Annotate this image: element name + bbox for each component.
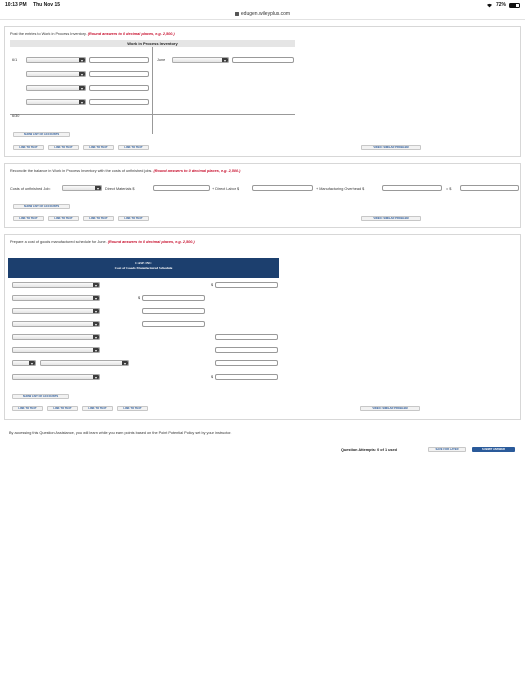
- debit-amount-input-4[interactable]: [89, 99, 149, 105]
- manufacturing-overhead-label: + Manufacturing Overhead $: [316, 187, 365, 191]
- link-to-text-3[interactable]: LINK TO TEXT: [83, 145, 114, 150]
- date-6-1: 6/1: [12, 58, 18, 62]
- link-to-text-4[interactable]: LINK TO TEXT: [117, 406, 148, 411]
- question-assistance-note: By accessing this Question Assistance, you will learn while you earn points based on the Point Potential Policy set by your instructor.: [9, 431, 232, 435]
- unfinished-job-select[interactable]: [62, 185, 102, 191]
- video-similar-problem-button[interactable]: VIDEO: SIMILAR PROBLEM: [361, 145, 421, 150]
- cogm-amount-col1-4[interactable]: [142, 321, 205, 327]
- debit-account-select-3[interactable]: [26, 85, 86, 91]
- cogm-amount-col2-5[interactable]: [215, 334, 278, 340]
- schedule-title: Cost of Goods Manufactured Schedule: [114, 265, 173, 270]
- chevron-down-icon: [29, 361, 35, 365]
- video-similar-problem-button[interactable]: VIDEO: SIMILAR PROBLEM: [361, 216, 421, 221]
- battery-percent: 72%: [495, 2, 506, 8]
- direct-materials-label: Direct Materials $: [105, 187, 135, 191]
- date-6-30: 6/30: [12, 114, 20, 118]
- instruction-post-entries: Post the entries to Work in Process Inventory. (Round answers to 0 decimal places, e.g. 2,500.): [10, 32, 175, 36]
- status-date: Thu Nov 15: [33, 2, 61, 8]
- chevron-down-icon: [95, 186, 101, 190]
- chevron-down-icon: [79, 100, 85, 104]
- cogm-amount-col1-2[interactable]: [142, 295, 205, 301]
- chevron-down-icon: [93, 335, 99, 339]
- direct-materials-input[interactable]: [153, 185, 210, 191]
- save-for-later-button[interactable]: SAVE FOR LATER: [428, 447, 466, 452]
- debit-account-select-1[interactable]: [26, 57, 86, 63]
- section-post-entries: [4, 26, 521, 157]
- chevron-down-icon: [122, 361, 128, 365]
- chevron-down-icon: [79, 86, 85, 90]
- debit-amount-input-1[interactable]: [89, 57, 149, 63]
- lock-icon: [235, 12, 239, 16]
- cogm-line-select-4[interactable]: [12, 321, 100, 327]
- debit-account-select-2[interactable]: [26, 71, 86, 77]
- chevron-down-icon: [79, 72, 85, 76]
- link-to-text-1[interactable]: LINK TO TEXT: [13, 145, 44, 150]
- company-name: CASE INC: [135, 261, 152, 265]
- dollar-sign: $: [138, 296, 141, 300]
- instruction-reconcile: Reconcile the balance in Work in Process Inventory with the costs of unfinished jobs. (Round answers to 0 decimal places, e.g. 2,500.): [10, 169, 241, 173]
- debit-amount-input-3[interactable]: [89, 85, 149, 91]
- chevron-down-icon: [93, 296, 99, 300]
- date-june: June: [157, 58, 166, 62]
- link-to-text-4[interactable]: LINK TO TEXT: [118, 145, 149, 150]
- url-text: edugen.wileyplus.com: [240, 11, 291, 17]
- submit-answer-button[interactable]: SUBMIT ANSWER: [472, 447, 515, 452]
- link-to-text-1[interactable]: LINK TO TEXT: [12, 406, 43, 411]
- show-accounts-button[interactable]: SHOW LIST OF ACCOUNTS: [12, 394, 69, 399]
- cogm-line-select-7[interactable]: [40, 360, 129, 366]
- chevron-down-icon: [93, 322, 99, 326]
- cogm-line-select-6[interactable]: [12, 347, 100, 353]
- schedule-header: [8, 258, 279, 278]
- link-to-text-3[interactable]: LINK TO TEXT: [82, 406, 113, 411]
- link-to-text-4[interactable]: LINK TO TEXT: [118, 216, 149, 221]
- wifi-icon: [486, 3, 493, 8]
- cogm-line-select-3[interactable]: [12, 308, 100, 314]
- video-similar-problem-button[interactable]: VIDEO: SIMILAR PROBLEM: [360, 406, 420, 411]
- instruction-cogm: Prepare a cost of goods manufactured schedule for June. (Round answers to 0 decimal places, e.g. 2,500.): [10, 240, 195, 244]
- section-reconcile: [4, 163, 521, 228]
- t-account-divider: [152, 47, 153, 134]
- costs-unfinished-label: Costs of unfinished Job:: [10, 187, 51, 191]
- t-account-title: Work in Process Inventory: [10, 40, 295, 47]
- direct-labor-label: + Direct Labor $: [212, 187, 240, 191]
- equals-label: = $: [446, 187, 452, 191]
- link-to-text-1[interactable]: LINK TO TEXT: [13, 216, 44, 221]
- manufacturing-overhead-input[interactable]: [382, 185, 442, 191]
- dollar-sign: $: [211, 283, 214, 287]
- chevron-down-icon: [93, 375, 99, 379]
- cogm-amount-col1-3[interactable]: [142, 308, 205, 314]
- battery-level-fill: [510, 4, 516, 7]
- chevron-down-icon: [93, 283, 99, 287]
- link-to-text-2[interactable]: LINK TO TEXT: [48, 145, 79, 150]
- t-account-total-line: [10, 114, 295, 115]
- battery-icon: [509, 3, 520, 8]
- direct-labor-input[interactable]: [252, 185, 313, 191]
- link-to-text-3[interactable]: LINK TO TEXT: [83, 216, 114, 221]
- browser-url-bar[interactable]: [0, 10, 525, 20]
- debit-amount-input-2[interactable]: [89, 71, 149, 77]
- show-accounts-button[interactable]: SHOW LIST OF ACCOUNTS: [13, 204, 70, 209]
- chevron-down-icon: [93, 348, 99, 352]
- cogm-amount-col2-6[interactable]: [215, 347, 278, 353]
- cogm-operator-select[interactable]: [12, 360, 36, 366]
- unfinished-job-total-input[interactable]: [460, 185, 519, 191]
- cogm-line-select-1[interactable]: [12, 282, 100, 288]
- chevron-down-icon: [93, 309, 99, 313]
- cogm-line-select-2[interactable]: [12, 295, 100, 301]
- link-to-text-2[interactable]: LINK TO TEXT: [48, 216, 79, 221]
- chevron-down-icon: [79, 58, 85, 62]
- debit-account-select-4[interactable]: [26, 99, 86, 105]
- cogm-amount-col2-7[interactable]: [215, 360, 278, 366]
- cogm-amount-col2-1[interactable]: [215, 282, 278, 288]
- cogm-line-select-5[interactable]: [12, 334, 100, 340]
- show-accounts-button[interactable]: SHOW LIST OF ACCOUNTS: [13, 132, 70, 137]
- chevron-down-icon: [222, 58, 228, 62]
- credit-amount-input-1[interactable]: [232, 57, 294, 63]
- link-to-text-2[interactable]: LINK TO TEXT: [47, 406, 78, 411]
- cogm-total-input[interactable]: [215, 374, 278, 380]
- device-status-bar: [0, 0, 525, 10]
- dollar-sign: $: [211, 375, 214, 379]
- question-attempts: Question Attempts: 0 of 1 used: [341, 448, 397, 452]
- status-time: 10:13 PM: [5, 2, 27, 8]
- credit-account-select-1[interactable]: [172, 57, 229, 63]
- cogm-line-select-8[interactable]: [12, 374, 100, 380]
